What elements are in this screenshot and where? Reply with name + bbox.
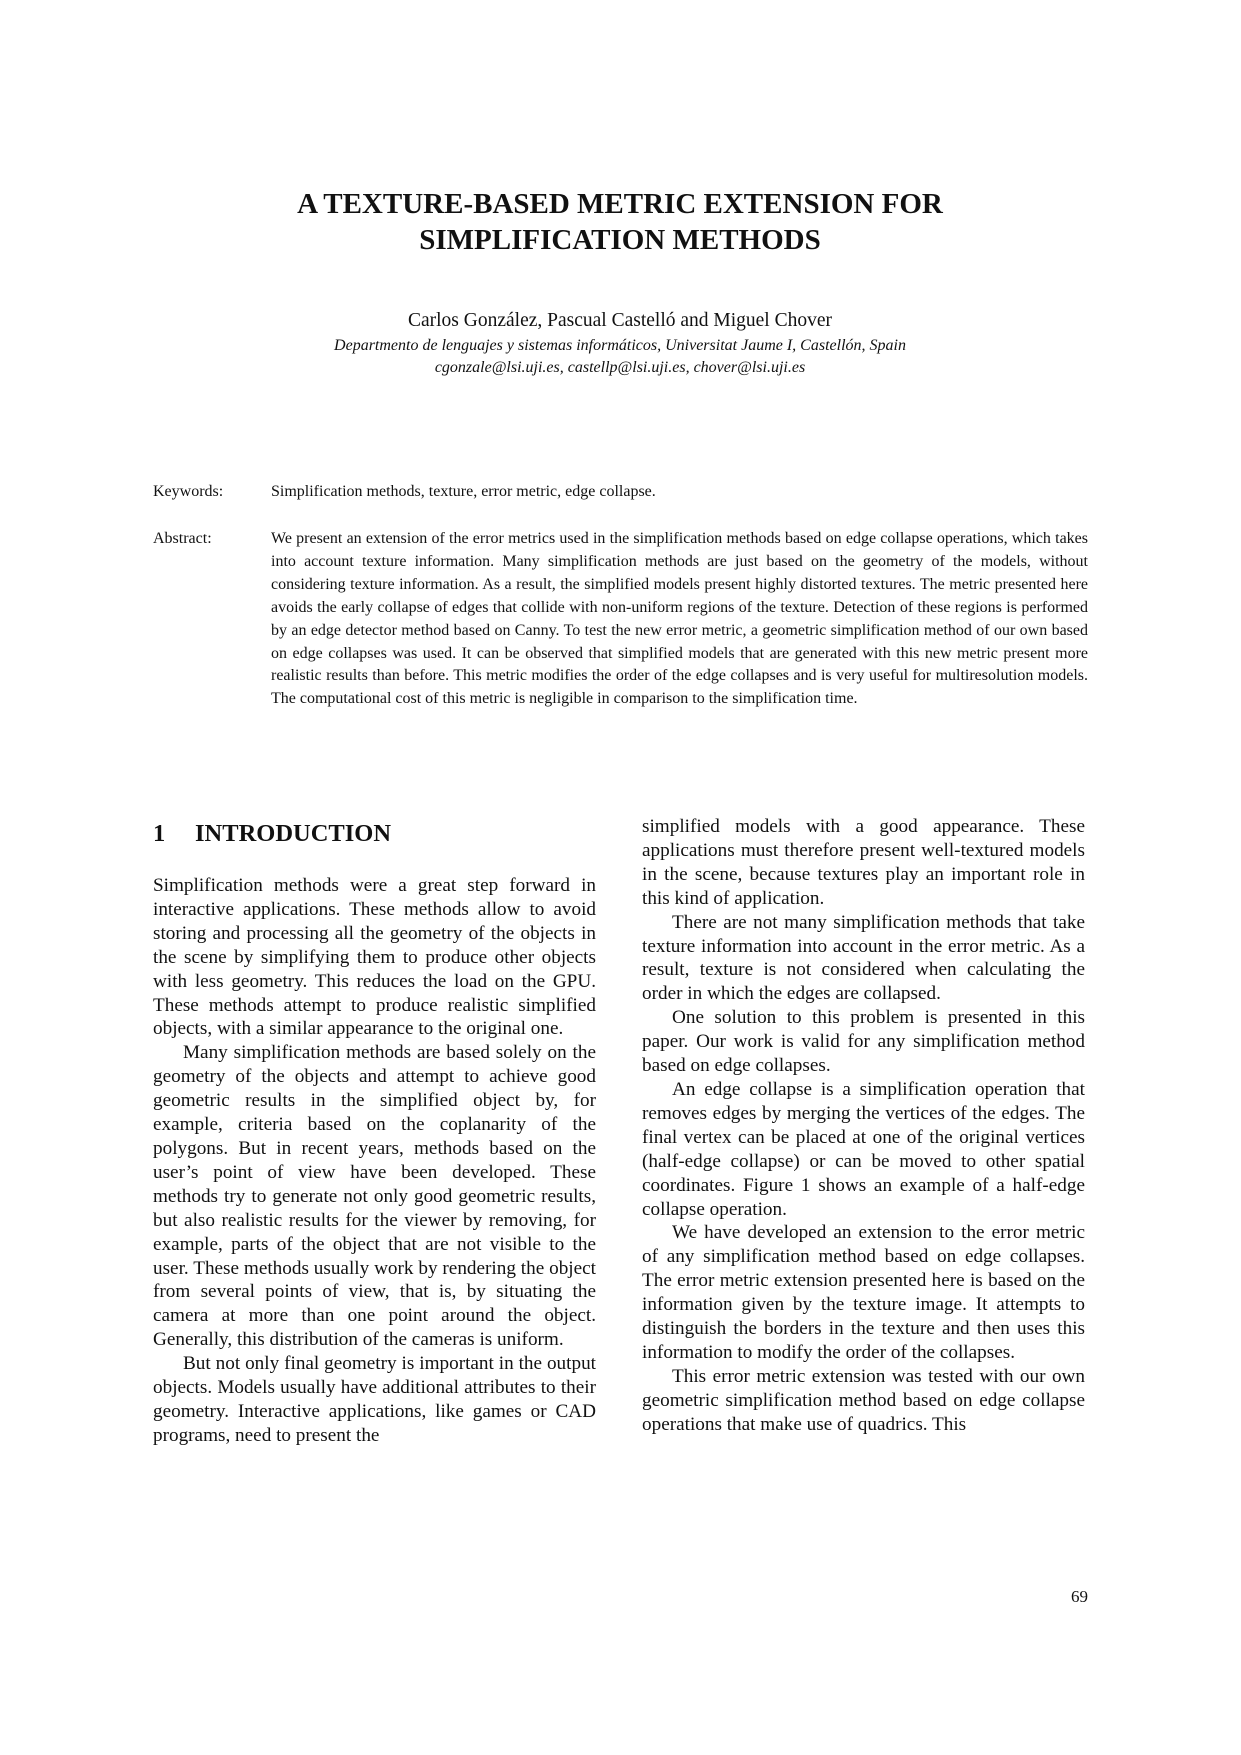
left-column	[153, 874, 596, 1448]
authors: Carlos González, Pascual Castelló and Miguel Chover	[407, 310, 833, 331]
section-title: INTRODUCTION	[195, 820, 392, 847]
abstract-text: We present an extension of the error metrics used in the simplification methods based on edge collapse operations, which takes into account texture information. Many simplification methods are just based on the geometry of the models, without considering texture information. As a result, the simplified models present highly distorted textures. The metric presented here avoids the early collapse of edges that collide with non-uniform regions of the texture. Detection of these regions is performed by an edge detector method based on Canny. To test the new error metric, a geometric simplification method of our own based on edge collapses was used. It can be observed that simplified models that are generated with this new metric present more realistic results than before. This metric modifies the order of the edge collapses and is very useful for multiresolution models. The computational cost of this metric is negligible in comparison to the simplification time.	[271, 530, 1088, 708]
section-heading-introduction	[153, 819, 391, 849]
right-paragraph-4: An edge collapse is a simplification operation that removes edges by merging the vertices of the edges. The final vertex can be placed at one of the original vertices (half-edge collapse) or can be moved to other spatial coordinates. Figure 1 shows an example of a half-edge collapse operation.	[642, 1078, 1085, 1220]
keywords-text: Simplification methods, texture, error metric, edge collapse.	[271, 483, 656, 500]
abstract-label: Abstract:	[153, 530, 212, 547]
right-paragraph-2: There are not many simplification methods that take texture information into account in the error metric. As a result, texture is not considered when calculating the order in which the edges are collapsed.	[642, 911, 1085, 1005]
right-paragraph-5: We have developed an extension to the error metric of any simplification method based on edge collapses. The error metric extension presented here is based on the information given by the texture image. It attempts to distinguish the borders in the texture and then uses this information to modify the order of the collapses.	[642, 1222, 1085, 1363]
keywords-label: Keywords:	[153, 483, 224, 500]
right-paragraph-6: This error metric extension was tested with our own geometric simplification method based on edge collapse operations that make use of quadrics. This	[642, 1365, 1085, 1435]
right-paragraph-1: simplified models with a good appearance. These applications must therefore present well-textured models in the scene, because textures play an important role in this kind of application.	[642, 816, 1085, 909]
left-paragraph-1: Simplification methods were a great step forward in interactive applications. These methods allow to avoid storing and processing all the geometry of the objects in the scene by simplifying them to produce other objects with less geometry. This reduces the load on the GPU. These methods attempt to produce realistic simplified objects, with a similar appearance to the original one.	[153, 875, 596, 1040]
author-emails: cgonzale@lsi.uji.es, castellp@lsi.uji.es, chover@lsi.uji.es	[434, 359, 806, 376]
left-paragraph-3: But not only final geometry is important in the output objects. Models usually have additional attributes to their geometry. Interactive applications, like games or CAD programs, need to present the	[153, 1353, 596, 1446]
left-paragraph-2: Many simplification methods are based solely on the geometry of the objects and attempt to achieve good geometric results in the simplified object by, for example, criteria based on the coplanarity of the polygons. But in recent years, methods based on the user’s point of view have been developed. These methods try to generate not only good geometric results, but also realistic results for the viewer by removing, for example, parts of the object that are not visible to the user. These methods usually work by rendering the object from several points of view, that is, by situating the camera at more than one point around the object. Generally, this distribution of the cameras is uniform.	[153, 1042, 596, 1351]
affiliation: Departmento de lenguajes y sistemas informáticos, Universitat Jaume I, Castellón, Spain	[334, 337, 906, 354]
page-number: 69	[1071, 1587, 1088, 1606]
paper-title	[150, 186, 1090, 258]
right-column	[642, 815, 1085, 1437]
title-line-2: SIMPLIFICATION METHODS	[419, 224, 821, 256]
title-line-1: A TEXTURE-BASED METRIC EXTENSION FOR	[297, 188, 943, 220]
right-paragraph-3: One solution to this problem is presented in this paper. Our work is valid for any simplification method based on edge collapses.	[642, 1007, 1085, 1077]
section-number: 1	[153, 820, 166, 847]
